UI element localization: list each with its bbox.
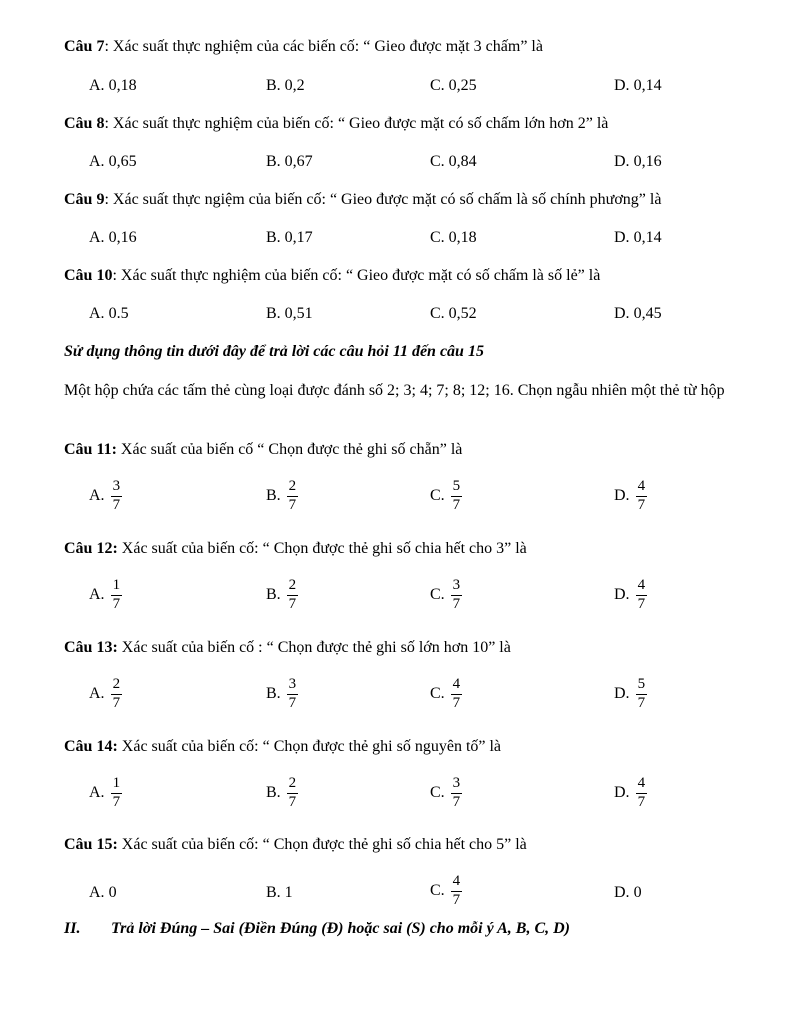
option-b: B. 0,2 bbox=[266, 77, 305, 94]
question-label: Câu 10 bbox=[64, 267, 113, 284]
option-c: C. 0,25 bbox=[430, 77, 477, 94]
question-label: Câu 15: bbox=[64, 836, 118, 853]
option-a: A. $\frac{1}{7}$ bbox=[89, 775, 121, 810]
fraction: $\frac{4}{7}$ bbox=[637, 577, 646, 612]
fraction: $\frac{4}{7}$ bbox=[637, 775, 646, 810]
question-label: Câu 9 bbox=[64, 191, 105, 208]
option-b: B. $\frac{3}{7}$ bbox=[266, 676, 297, 711]
option-d: D. 0 bbox=[614, 884, 642, 901]
option-c: C. $\frac{5}{7}$ bbox=[430, 478, 461, 513]
option-c: C. $\frac{3}{7}$ bbox=[430, 775, 461, 810]
question-label: Câu 13: bbox=[64, 639, 118, 656]
question-9: Câu 9: Xác suất thực ngiệm của biến cố: “ Gieo được mặt có số chấm là số chính phương” là bbox=[64, 191, 662, 208]
option-a: A. $\frac{1}{7}$ bbox=[89, 577, 121, 612]
fraction: $\frac{1}{7}$ bbox=[112, 775, 121, 810]
question-text: Xác suất thực nghiệm của biến cố: “ Gieo được mặt có số chấm lớn hơn 2” là bbox=[112, 115, 609, 132]
fraction: $\frac{2}{7}$ bbox=[288, 577, 297, 612]
option-d: D. 0,45 bbox=[614, 305, 662, 322]
question-text: Xác suất thực ngiệm của biến cố: “ Gieo được mặt có số chấm là số chính phương” là bbox=[112, 191, 662, 208]
question-label: Câu 14: bbox=[64, 738, 118, 755]
option-c: C. 0,84 bbox=[430, 153, 477, 170]
option-d: D. $\frac{4}{7}$ bbox=[614, 775, 646, 810]
question-12 bbox=[64, 540, 527, 558]
option-d: D. 0,16 bbox=[614, 153, 662, 170]
fraction: $\frac{3}{7}$ bbox=[288, 676, 297, 711]
option-d: D. $\frac{4}{7}$ bbox=[614, 577, 646, 612]
fraction: $\frac{2}{7}$ bbox=[288, 775, 297, 810]
question-label: Câu 12: bbox=[64, 540, 118, 557]
option-d: D. $\frac{5}{7}$ bbox=[614, 676, 646, 711]
option-a: A. 0,16 bbox=[89, 229, 137, 246]
question-label: Câu 7 bbox=[64, 38, 105, 55]
fraction: $\frac{4}{7}$ bbox=[452, 873, 461, 908]
question-11 bbox=[64, 441, 462, 459]
option-a: A. 0,18 bbox=[89, 77, 137, 94]
option-a: A. $\frac{3}{7}$ bbox=[89, 478, 121, 513]
option-c: C. $\frac{4}{7}$ bbox=[430, 873, 461, 908]
question-7: Câu 7: Xác suất thực nghiệm của các biến cố: “ Gieo được mặt 3 chấm” là bbox=[64, 38, 543, 55]
option-b: B. 0,51 bbox=[266, 305, 313, 322]
question-8: Câu 8: Xác suất thực nghiệm của biến cố: “ Gieo được mặt có số chấm lớn hơn 2” là bbox=[64, 115, 609, 132]
fraction: $\frac{5}{7}$ bbox=[452, 478, 461, 513]
fraction: $\frac{4}{7}$ bbox=[452, 676, 461, 711]
question-15 bbox=[64, 836, 527, 854]
option-b: B. $\frac{2}{7}$ bbox=[266, 775, 297, 810]
option-b: B. 1 bbox=[266, 884, 293, 901]
question-text: Xác suất của biến cố “ Chọn được thẻ ghi số chẵn” là bbox=[120, 441, 463, 458]
question-text: Xác suất của biến cố : “ Chọn được thẻ ghi số lớn hơn 10” là bbox=[121, 639, 511, 656]
option-d: D. $\frac{4}{7}$ bbox=[614, 478, 646, 513]
question-13 bbox=[64, 639, 511, 657]
question-text: Xác suất thực nghiệm của các biến cố: “ Gieo được mặt 3 chấm” là bbox=[112, 38, 543, 55]
option-b: B. 0,67 bbox=[266, 153, 313, 170]
option-b: B. 0,17 bbox=[266, 229, 313, 246]
question-text: Xác suất thực nghiệm của biến cố: “ Gieo được mặt có số chấm là số lẻ” là bbox=[120, 267, 601, 284]
question-text: Xác suất của biến cố: “ Chọn được thẻ ghi số chia hết cho 5” là bbox=[121, 836, 527, 853]
option-d: D. 0,14 bbox=[614, 229, 662, 246]
fraction: $\frac{2}{7}$ bbox=[288, 478, 297, 513]
fraction: $\frac{3}{7}$ bbox=[452, 775, 461, 810]
option-b: B. $\frac{2}{7}$ bbox=[266, 577, 297, 612]
option-c: C. 0,18 bbox=[430, 229, 477, 246]
option-b: B. $\frac{2}{7}$ bbox=[266, 478, 297, 513]
question-text: Xác suất của biến cố: “ Chọn được thẻ ghi số nguyên tố” là bbox=[121, 738, 502, 755]
section-instruction: Sử dụng thông tin dưới đây để trả lời các câu hỏi 11 đến câu 15 bbox=[64, 343, 484, 360]
question-text: Xác suất của biến cố: “ Chọn được thẻ ghi số chia hết cho 3” là bbox=[121, 540, 527, 557]
fraction: $\frac{3}{7}$ bbox=[452, 577, 461, 612]
question-10: Câu 10: Xác suất thực nghiệm của biến cố: “ Gieo được mặt có số chấm là số lẻ” là bbox=[64, 267, 601, 284]
option-c: C. $\frac{3}{7}$ bbox=[430, 577, 461, 612]
option-d: D. 0,14 bbox=[614, 77, 662, 94]
option-c: C. $\frac{4}{7}$ bbox=[430, 676, 461, 711]
question-label: Câu 11: bbox=[64, 441, 117, 458]
option-a: A. 0.5 bbox=[89, 305, 129, 322]
part-2-number: II. bbox=[64, 920, 81, 937]
question-14 bbox=[64, 738, 501, 756]
fraction: $\frac{5}{7}$ bbox=[637, 676, 646, 711]
fraction: $\frac{1}{7}$ bbox=[112, 577, 121, 612]
option-a: A. 0 bbox=[89, 884, 117, 901]
context-paragraph: Một hộp chứa các tấm thẻ cùng loại được đánh số 2; 3; 4; 7; 8; 12; 16. Chọn ngẫu nhiên một thẻ từ hộp bbox=[64, 382, 725, 399]
fraction: $\frac{3}{7}$ bbox=[112, 478, 121, 513]
question-label: Câu 8 bbox=[64, 115, 105, 132]
option-a: A. 0,65 bbox=[89, 153, 137, 170]
option-a: A. $\frac{2}{7}$ bbox=[89, 676, 121, 711]
part-2-title: Trả lời Đúng – Sai (Điền Đúng (Đ) hoặc sai (S) cho mỗi ý A, B, C, D) bbox=[111, 920, 570, 937]
fraction: $\frac{4}{7}$ bbox=[637, 478, 646, 513]
fraction: $\frac{2}{7}$ bbox=[112, 676, 121, 711]
option-c: C. 0,52 bbox=[430, 305, 477, 322]
